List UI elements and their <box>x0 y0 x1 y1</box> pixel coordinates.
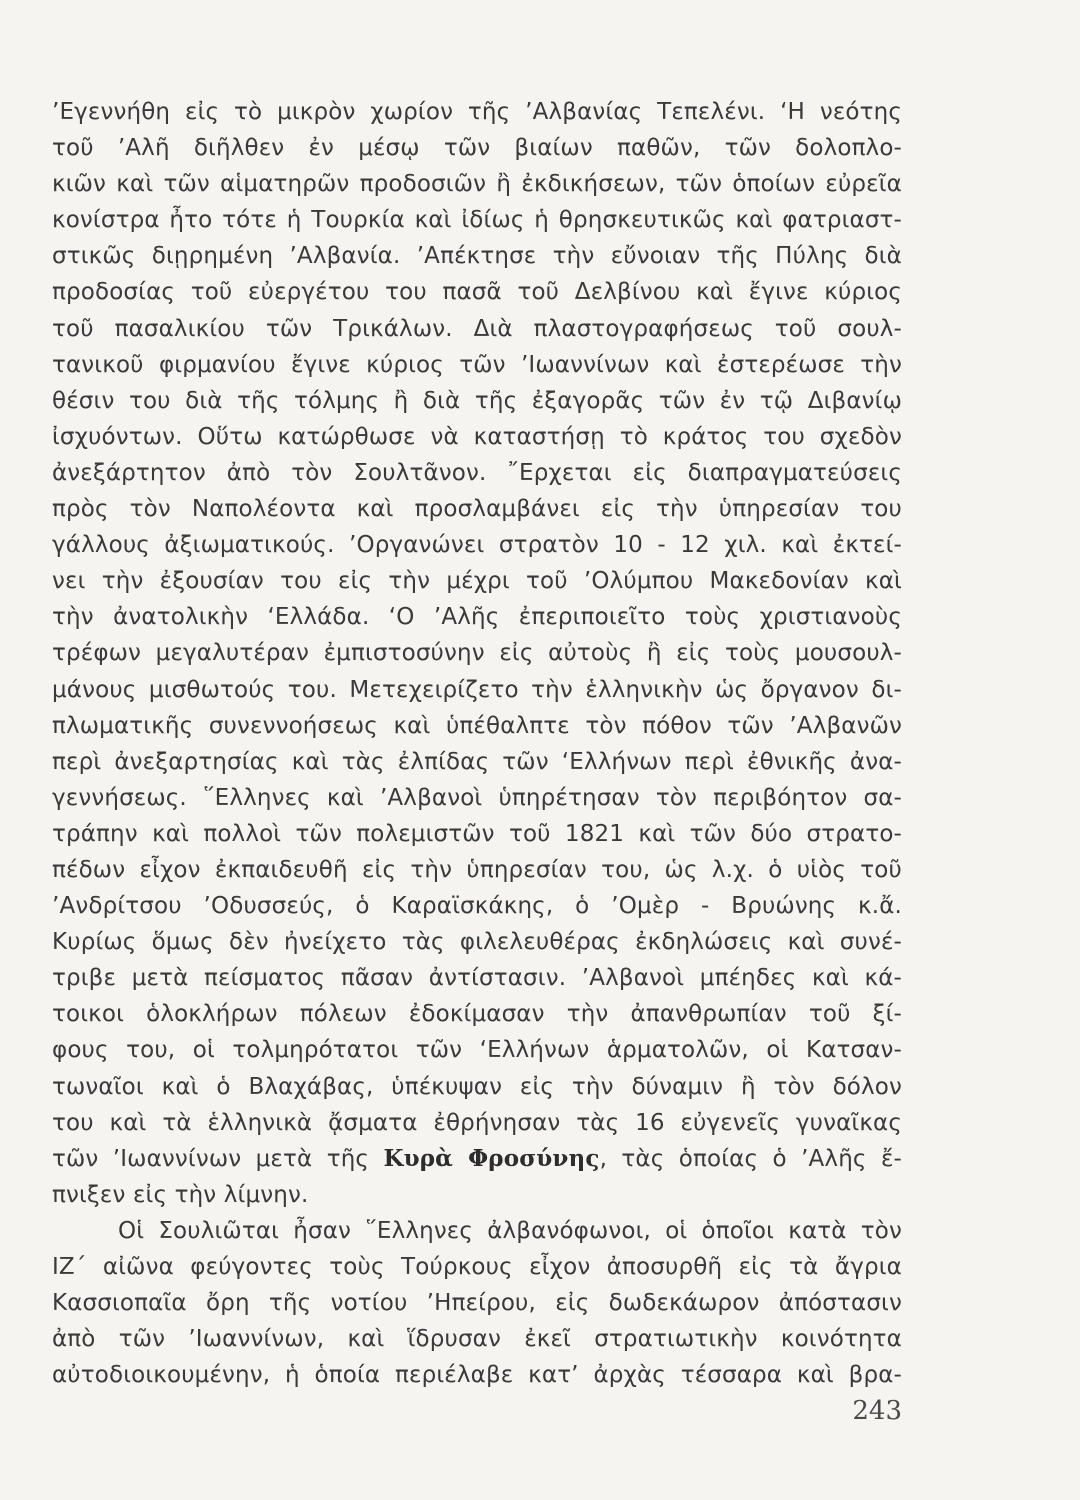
text-line: ’Ανδρίτσου ’Οδυσσεύς, ὁ Καραϊσκάκης, ὁ ’Ομὲρ - Βρυώνης κ.ἄ. <box>52 893 902 920</box>
text-line: τωναῖοι καὶ ὁ Βλαχάβας, ὑπέκυψαν εἰς τὴν δύναμιν ἢ τὸν δόλον <box>52 1073 902 1100</box>
text-line: προδοσίας τοῦ εὐεργέτου του πασᾶ τοῦ Δελβίνου καὶ ἔγινε κύριος <box>52 279 902 306</box>
text-line: ΙΖ΄ αἰῶνα φεύγοντες τοὺς Τούρκους εἶχον ἀποσυρθῆ εἰς τὰ ἄγρια <box>52 1254 902 1280</box>
text-segment: , τὰς ὁποίας ὁ ’Αλῆς ἔ- <box>599 1145 902 1172</box>
text-line: κιῶν καὶ τῶν αἱματηρῶν προδοσιῶν ἢ ἐκδικήσεων, τῶν ὁποίων εὐρεῖα <box>52 171 902 198</box>
text-line-with-bold-name <box>52 1141 902 1177</box>
text-line: νει τὴν ἐξουσίαν του εἰς τὴν μέχρι τοῦ ’Ολύμπου Μακεδονίαν καὶ <box>52 568 902 595</box>
text-line: αὐτοδιοικουμένην, ἡ ὁποία περιέλαβε κατ’ ἀρχὰς τέσσαρα καὶ βρα- <box>52 1362 902 1389</box>
text-line: ἀπὸ τῶν ’Ιωαννίνων, καὶ ἵδρυσαν ἐκεῖ στρατιωτικὴν κοινότητα <box>52 1326 902 1353</box>
text-line: τανικοῦ φιρμανίου ἔγινε κύριος τῶν ’Ιωαννίνων καὶ ἐστερέωσε τὴν <box>52 351 902 378</box>
text-line: στικῶς διῃρημένη ’Αλβανία. ’Απέκτησε τὴν εὔνοιαν τῆς Πύλης διὰ <box>52 243 902 270</box>
text-line: Κασσιοπαῖα ὄρη τῆς νοτίου ’Ηπείρου, εἰς δωδεκάωρον ἀπόστασιν <box>52 1290 902 1317</box>
bold-name-kyra-frosyni: Κυρὰ Φροσύνης <box>383 1144 600 1172</box>
text-line: περὶ ἀνεξαρτησίας καὶ τὰς ἐλπίδας τῶν ‘Ελλήνων περὶ ἐθνικῆς ἀνα- <box>52 748 902 775</box>
text-line: γάλλους ἀξιωματικούς. ’Οργανώνει στρατὸν 10 - 12 χιλ. καὶ ἐκτεί- <box>52 532 902 559</box>
text-line: Κυρίως ὅμως δὲν ἠνείχετο τὰς φιλελευθέρας ἐκδηλώσεις καὶ συνέ- <box>52 929 902 956</box>
text-line: ἰσχυόντων. Οὕτω κατώρθωσε νὰ καταστήσῃ τὸ κράτος του σχεδὸν <box>52 423 902 450</box>
text-line: τρέφων μεγαλυτέραν ἐμπιστοσύνην εἰς αὐτοὺς ἢ εἰς τοὺς μουσουλ- <box>52 640 902 667</box>
text-line-paragraph-start: Οἱ Σουλιῶται ἦσαν ῞Ελληνες ἀλβανόφωνοι, οἱ ὁποῖοι κατὰ τὸν <box>118 1217 902 1244</box>
text-segment: τῶν ’Ιωαννίνων μετὰ τῆς <box>52 1145 384 1172</box>
text-line: κονίστρα ἦτο τότε ἡ Τουρκία καὶ ἰδίως ἡ θρησκευτικῶς καὶ φατριαστ- <box>52 207 902 234</box>
text-line: τοῦ ’Αλῆ διῆλθεν ἐν μέσῳ τῶν βιαίων παθῶν, τῶν δολοπλο- <box>52 135 902 162</box>
text-line: μάνους μισθωτούς του. Μετεχειρίζετο τὴν ἑλληνικὴν ὡς ὄργανον δι- <box>52 676 902 703</box>
text-line: τοικοι ὁλοκλήρων πόλεων ἐδοκίμασαν τὴν ἀπανθρωπίαν τοῦ ξί- <box>52 1001 902 1028</box>
text-line: θέσιν του διὰ τῆς τόλμης ἢ διὰ τῆς ἐξαγορᾶς τῶν ἐν τῷ Διβανίῳ <box>52 387 902 414</box>
text-line: γεννήσεως. ῞Ελληνες καὶ ’Αλβανοὶ ὑπηρέτησαν τὸν περιβόητον σα- <box>52 784 902 811</box>
text-line: ’Εγεννήθη εἰς τὸ μικρὸν χωρίον τῆς ’Αλβανίας Τεπελένι. ‘Η νεότης <box>52 99 902 125</box>
page-number: 243 <box>852 1396 902 1426</box>
text-line: τράπην καὶ πολλοὶ τῶν πολεμιστῶν τοῦ 1821 καὶ τῶν δύο στρατο- <box>52 820 902 847</box>
text-line-paragraph-end: πνιξεν εἰς τὴν λίμνην. <box>52 1181 309 1208</box>
body-text <box>52 94 902 1393</box>
text-line: τριβε μετὰ πείσματος πᾶσαν ἀντίστασιν. ’Αλβανοὶ μπέηδες καὶ κά- <box>52 965 902 992</box>
text-line: πέδων εἶχον ἐκπαιδευθῆ εἰς τὴν ὑπηρεσίαν του, ὡς λ.χ. ὁ υἱὸς τοῦ <box>52 856 902 883</box>
text-line: ἀνεξάρτητον ἀπὸ τὸν Σουλτᾶνον. ῎Ερχεται εἰς διαπραγματεύσεις <box>52 459 902 486</box>
text-line: τοῦ πασαλικίου τῶν Τρικάλων. Διὰ πλαστογραφήσεως τοῦ σουλ- <box>52 315 902 342</box>
text-line: φους του, οἱ τολμηρότατοι τῶν ‘Ελλήνων ἁρματολῶν, οἱ Κατσαν- <box>52 1037 902 1064</box>
text-line: πλωματικῆς συνεννοήσεως καὶ ὑπέθαλπτε τὸν πόθον τῶν ’Αλβανῶν <box>52 712 902 739</box>
text-line: πρὸς τὸν Ναπολέοντα καὶ προσλαμβάνει εἰς τὴν ὑπηρεσίαν του <box>52 496 902 523</box>
text-line: τὴν ἀνατολικὴν ‘Ελλάδα. ‘Ο ’Αλῆς ἐπεριποιεῖτο τοὺς χριστιανοὺς <box>52 604 902 631</box>
text-line: του καὶ τὰ ἑλληνικὰ ᾄσματα ἐθρήνησαν τὰς 16 εὐγενεῖς γυναῖκας <box>52 1109 902 1136</box>
